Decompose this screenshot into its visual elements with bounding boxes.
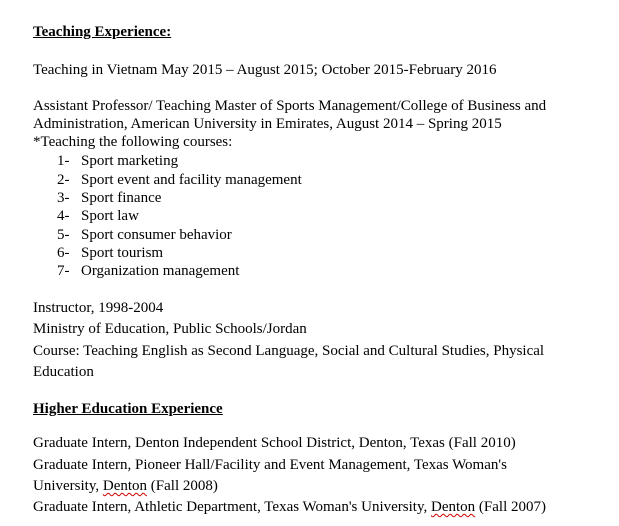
course-number: 3- (57, 190, 70, 206)
course-number: 6- (57, 245, 70, 261)
instructor-title: Instructor, 1998-2004 (33, 300, 164, 316)
higher-education-heading: Higher Education Experience (33, 401, 223, 417)
course-name: Sport law (81, 208, 139, 224)
course-name: Sport event and facility management (81, 172, 302, 188)
text-segment: University, (33, 478, 103, 494)
course-list-item (57, 207, 139, 225)
higher-ed-item-3 (33, 498, 546, 516)
course-number: 4- (57, 208, 70, 224)
course-list-item (57, 152, 178, 170)
course-number: 1- (57, 153, 70, 169)
course-list-item (57, 171, 302, 189)
instructor-course-line-2: Education (33, 364, 94, 380)
spellcheck-flagged-word: Denton (430, 499, 476, 515)
course-list-item (57, 262, 239, 280)
higher-ed-item-2-line-2 (33, 477, 218, 495)
course-name: Sport marketing (81, 153, 179, 169)
course-number: 7- (57, 263, 70, 279)
course-number: 5- (57, 227, 70, 243)
higher-ed-item-1: Graduate Intern, Denton Independent School District, Denton, Texas (Fall 2010) (33, 435, 516, 451)
aue-position-line-2: Administration, American University in Emirates, August 2014 – Spring 2015 (33, 116, 502, 132)
courses-intro: *Teaching the following courses: (33, 134, 233, 150)
instructor-organization: Ministry of Education, Public Schools/Jordan (33, 321, 307, 337)
course-name: Organization management (81, 263, 240, 279)
course-list-item (57, 226, 232, 244)
course-name: Sport finance (81, 190, 162, 206)
course-list-item (57, 189, 161, 207)
text-segment: (Fall 2008) (147, 478, 218, 494)
text-segment: Graduate Intern, Athletic Department, Texas Woman's University, (33, 499, 431, 515)
course-name: Sport tourism (81, 245, 164, 261)
course-list-item (57, 244, 163, 262)
higher-ed-item-2-line-1: Graduate Intern, Pioneer Hall/Facility and Event Management, Texas Woman's (33, 457, 507, 473)
course-number: 2- (57, 172, 70, 188)
instructor-course-line-1: Course: Teaching English as Second Language, Social and Cultural Studies, Physical (33, 343, 545, 359)
text-segment: (Fall 2007) (475, 499, 546, 515)
spellcheck-flagged-word: Denton (102, 478, 148, 494)
course-name: Sport consumer behavior (81, 227, 232, 243)
teaching-experience-heading: Teaching Experience: (33, 24, 172, 40)
vietnam-teaching-line: Teaching in Vietnam May 2015 – August 2015; October 2015-February 2016 (33, 62, 497, 78)
aue-position-line-1: Assistant Professor/ Teaching Master of Sports Management/College of Business and (33, 98, 547, 114)
